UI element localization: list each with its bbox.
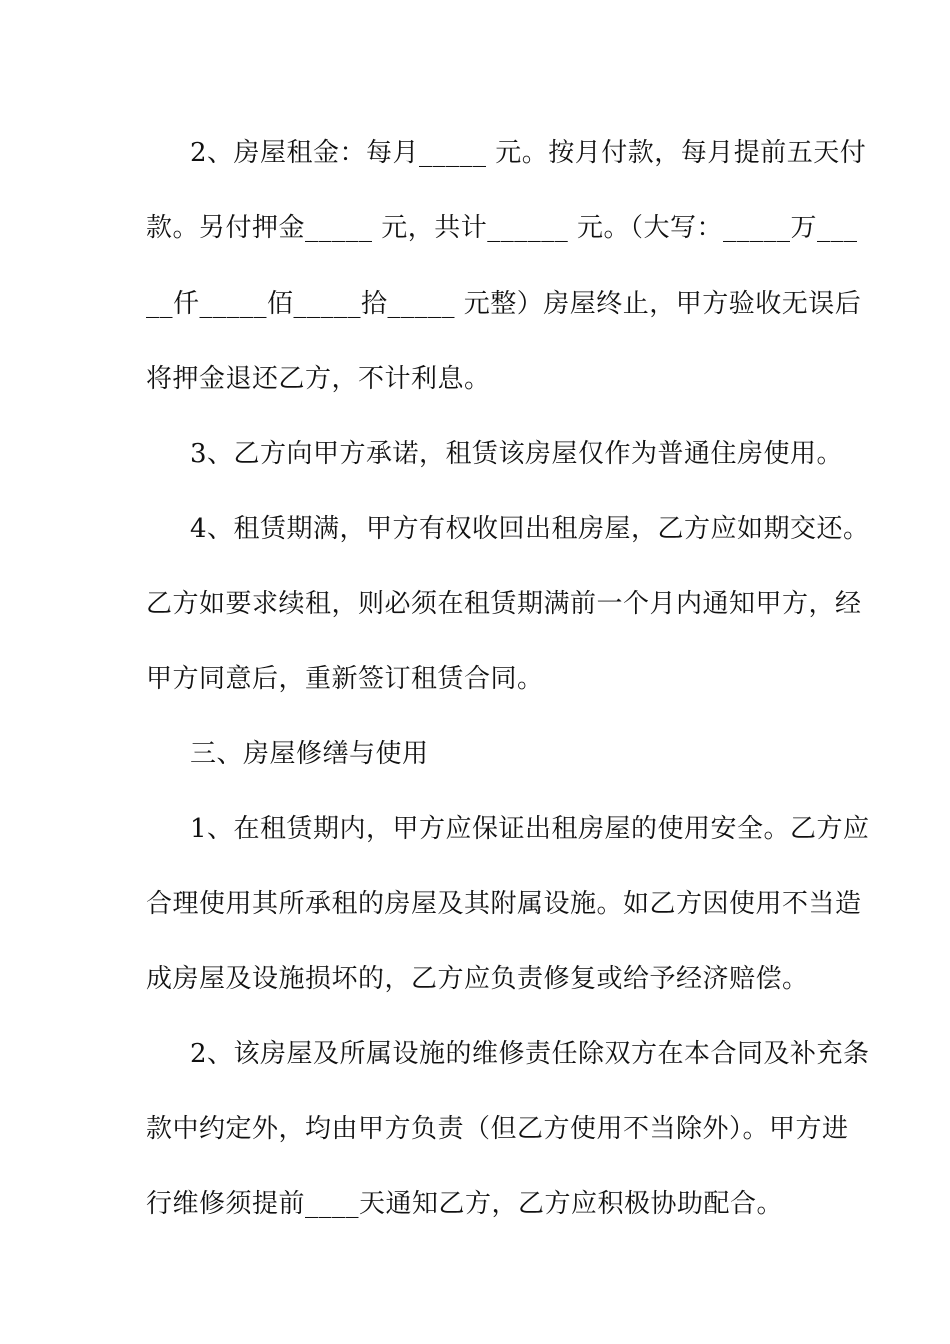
- text-line-new-contract: 甲方同意后，重新签订租赁合同。: [146, 664, 544, 694]
- text-line-repair-notice: 行维修须提前____天通知乙方，乙方应积极协助配合。: [146, 1189, 784, 1219]
- text-line-safety: 1、在租赁期内，甲方应保证出租房屋的使用安全。乙方应: [190, 814, 870, 844]
- section-heading-repair-and-use: 三、房屋修缮与使用: [190, 739, 429, 769]
- text-line-proper-use: 合理使用其所承租的房屋及其附属设施。如乙方因使用不当造: [146, 889, 862, 919]
- text-line-deposit: 款。另付押金_____ 元，共计______ 元。（大写：_____万___: [146, 213, 858, 243]
- text-line-deposit-refund: 将押金退还乙方，不计利息。: [146, 364, 491, 394]
- text-line-amount-in-words: __仟_____佰_____拾_____ 元整）房屋终止，甲方验收无误后: [146, 289, 862, 319]
- text-line-rent-clause: 2、房屋租金：每月_____ 元。按月付款，每月提前五天付: [190, 138, 867, 168]
- text-line-usage-promise: 3、乙方向甲方承诺，租赁该房屋仅作为普通住房使用。: [190, 439, 844, 469]
- text-line-maintenance-responsibility: 2、该房屋及所属设施的维修责任除双方在本合同及补充条: [190, 1039, 870, 1069]
- text-line-damage-compensation: 成房屋及设施损坏的，乙方应负责修复或给予经济赔偿。: [146, 964, 809, 994]
- text-line-landlord-responsible: 款中约定外，均由甲方负责（但乙方使用不当除外）。甲方进: [146, 1114, 849, 1144]
- text-line-renewal-notice: 乙方如要求续租，则必须在租赁期满前一个月内通知甲方，经: [146, 589, 862, 619]
- text-line-lease-expiry: 4、租赁期满，甲方有权收回出租房屋，乙方应如期交还。: [190, 514, 870, 544]
